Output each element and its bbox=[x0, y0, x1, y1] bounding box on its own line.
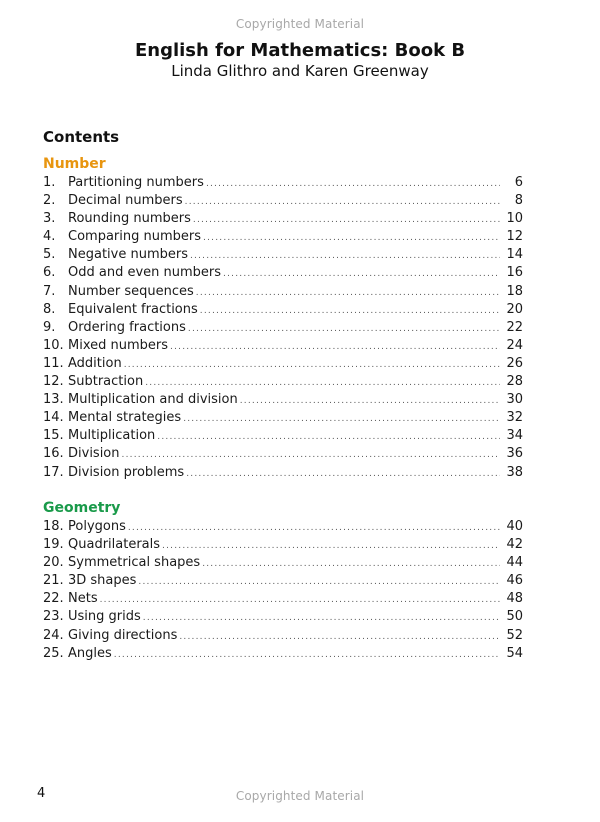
toc-entry-title: 3D shapes bbox=[68, 573, 137, 589]
toc-entry-number: 24. bbox=[43, 627, 64, 643]
toc-entry-number: 14. bbox=[43, 410, 64, 426]
toc-entry bbox=[43, 464, 523, 482]
toc-entry-title: Quadrilaterals bbox=[68, 537, 161, 553]
toc-entry-number: 7. bbox=[43, 283, 56, 299]
toc-entry bbox=[43, 409, 523, 427]
toc-entry bbox=[43, 192, 523, 210]
toc-entry-title: Division problems bbox=[68, 464, 185, 480]
toc-entry bbox=[43, 228, 523, 246]
toc-entry bbox=[43, 554, 523, 572]
toc-entry-page: 28 bbox=[506, 374, 523, 390]
toc-entry-page: 40 bbox=[506, 519, 523, 534]
toc-entry-page: 20 bbox=[506, 301, 523, 317]
toc-entry bbox=[43, 427, 523, 445]
book-title: English for Mathematics: Book B bbox=[134, 40, 466, 61]
toc-entry-title: Number sequences bbox=[68, 283, 194, 299]
toc-entry-page: 10 bbox=[506, 211, 523, 227]
toc-entry-number: 21. bbox=[43, 573, 64, 589]
section-heading-number: Number bbox=[43, 156, 106, 172]
toc-entry-title: Mixed numbers bbox=[68, 337, 169, 353]
toc-entry-title: Multiplication and division bbox=[68, 392, 238, 408]
toc-entry-number: 5. bbox=[43, 247, 56, 263]
toc-entry bbox=[43, 445, 523, 463]
toc-entry-number: 13. bbox=[43, 392, 64, 408]
toc-entry-page: 42 bbox=[506, 537, 523, 553]
toc-entry-title: Multiplication bbox=[68, 428, 156, 444]
toc-dot-leader bbox=[203, 229, 500, 247]
toc-entry-number: 3. bbox=[43, 211, 56, 227]
toc-entry-page: 6 bbox=[514, 175, 523, 190]
toc-entry-title: Symmetrical shapes bbox=[68, 555, 201, 571]
toc-entry bbox=[43, 608, 523, 626]
toc-entry bbox=[43, 590, 523, 608]
toc-entry-page: 44 bbox=[506, 555, 523, 571]
toc-entry-title: Addition bbox=[68, 355, 122, 371]
toc-entry bbox=[43, 246, 523, 264]
toc-entry bbox=[43, 373, 523, 391]
toc-entry-title: Giving directions bbox=[68, 627, 178, 643]
contents-heading: Contents bbox=[43, 128, 120, 146]
toc-entry-number: 17. bbox=[43, 464, 64, 480]
watermark-bottom: Copyrighted Material bbox=[235, 789, 365, 803]
toc-entry-title: Equivalent fractions bbox=[68, 301, 198, 317]
toc-dot-leader bbox=[196, 284, 500, 302]
toc-dot-leader bbox=[202, 555, 500, 573]
toc-entry bbox=[43, 301, 523, 319]
toc-dot-leader bbox=[162, 537, 500, 555]
toc-dot-leader bbox=[138, 573, 500, 591]
toc-dot-leader bbox=[223, 265, 500, 283]
toc-dot-leader bbox=[193, 211, 500, 229]
toc-entry-number: 25. bbox=[43, 645, 64, 661]
toc-dot-leader bbox=[100, 591, 500, 609]
toc-dot-leader bbox=[186, 465, 500, 483]
toc-entry-number: 9. bbox=[43, 319, 56, 335]
toc-entry-page: 52 bbox=[506, 627, 523, 643]
toc-entry-page: 26 bbox=[506, 355, 523, 371]
toc-entry-number: 10. bbox=[43, 337, 64, 353]
toc-entry-title: Decimal numbers bbox=[68, 193, 183, 209]
section-number bbox=[43, 155, 523, 482]
toc-dot-leader bbox=[188, 320, 500, 338]
toc-entry-title: Using grids bbox=[68, 609, 141, 625]
toc-entry-number: 19. bbox=[43, 537, 64, 553]
toc-entry-title: Mental strategies bbox=[68, 410, 182, 426]
watermark-top: Copyrighted Material bbox=[235, 17, 365, 31]
toc-entry-number: 16. bbox=[43, 446, 64, 462]
toc-entry-page: 50 bbox=[506, 609, 523, 625]
toc-dot-leader bbox=[114, 646, 500, 664]
toc-dot-leader bbox=[128, 519, 500, 537]
toc-entry-number: 1. bbox=[43, 175, 56, 190]
toc-entry bbox=[43, 572, 523, 590]
toc-entry bbox=[43, 391, 523, 409]
toc-dot-leader bbox=[143, 609, 500, 627]
toc-entry bbox=[43, 283, 523, 301]
toc-entry-title: Negative numbers bbox=[68, 247, 188, 263]
toc-entry-page: 8 bbox=[514, 193, 523, 209]
toc-dot-leader bbox=[145, 374, 500, 392]
toc-entry-title: Partitioning numbers bbox=[68, 175, 204, 190]
toc-entry-title: Nets bbox=[68, 591, 98, 607]
section-heading-geometry: Geometry bbox=[43, 500, 121, 516]
toc-dot-leader bbox=[170, 338, 500, 356]
toc-entry-number: 12. bbox=[43, 374, 64, 390]
toc-entry-number: 11. bbox=[43, 355, 64, 371]
page-number: 4 bbox=[37, 786, 46, 801]
toc-dot-leader bbox=[122, 446, 500, 464]
toc-entry-title: Angles bbox=[68, 645, 112, 661]
toc-dot-leader bbox=[157, 428, 500, 446]
toc-list-geometry bbox=[43, 518, 523, 663]
toc-entry-page: 12 bbox=[506, 229, 523, 245]
toc-entry bbox=[43, 337, 523, 355]
toc-entry-number: 4. bbox=[43, 229, 56, 245]
book-authors: Linda Glithro and Karen Greenway bbox=[171, 62, 429, 80]
toc-entry-title: Division bbox=[68, 446, 120, 462]
toc-entry-number: 15. bbox=[43, 428, 64, 444]
toc-entry bbox=[43, 645, 523, 663]
toc-dot-leader bbox=[240, 392, 500, 410]
toc-list-number bbox=[43, 174, 523, 482]
toc-entry bbox=[43, 210, 523, 228]
toc-dot-leader bbox=[206, 175, 500, 193]
toc-dot-leader bbox=[179, 628, 500, 646]
toc-entry-number: 6. bbox=[43, 265, 56, 281]
toc-entry-page: 36 bbox=[506, 446, 523, 462]
toc-dot-leader bbox=[183, 410, 500, 428]
toc-entry-page: 16 bbox=[506, 265, 523, 281]
toc-entry bbox=[43, 174, 523, 192]
toc-entry-page: 54 bbox=[506, 645, 523, 661]
toc-entry bbox=[43, 319, 523, 337]
toc-entry-number: 20. bbox=[43, 555, 64, 571]
toc-entry-page: 22 bbox=[506, 319, 523, 335]
toc-entry-number: 18. bbox=[43, 519, 64, 534]
toc-entry-number: 2. bbox=[43, 193, 56, 209]
section-geometry bbox=[43, 499, 523, 663]
toc-entry-title: Rounding numbers bbox=[68, 211, 191, 227]
toc-entry bbox=[43, 264, 523, 282]
toc-entry bbox=[43, 536, 523, 554]
toc-entry-page: 34 bbox=[506, 428, 523, 444]
toc-entry-title: Odd and even numbers bbox=[68, 265, 222, 281]
toc-entry-page: 38 bbox=[506, 464, 523, 480]
toc-entry-number: 8. bbox=[43, 301, 56, 317]
toc-entry-title: Comparing numbers bbox=[68, 229, 202, 245]
toc-entry bbox=[43, 355, 523, 373]
toc-entry bbox=[43, 627, 523, 645]
toc-entry-page: 30 bbox=[506, 392, 523, 408]
toc-entry-title: Subtraction bbox=[68, 374, 144, 390]
toc-entry-page: 46 bbox=[506, 573, 523, 589]
toc-entry-number: 23. bbox=[43, 609, 64, 625]
toc-entry-title: Ordering fractions bbox=[68, 319, 186, 335]
toc-entry-page: 18 bbox=[506, 283, 523, 299]
toc-entry bbox=[43, 518, 523, 536]
toc-dot-leader bbox=[190, 247, 500, 265]
toc-entry-page: 32 bbox=[506, 410, 523, 426]
toc-entry-title: Polygons bbox=[68, 519, 126, 534]
toc-dot-leader bbox=[185, 193, 500, 211]
toc-entry-page: 24 bbox=[506, 337, 523, 353]
toc-entry-page: 48 bbox=[506, 591, 523, 607]
toc-dot-leader bbox=[124, 356, 500, 374]
toc-dot-leader bbox=[200, 302, 500, 320]
toc-entry-page: 14 bbox=[506, 247, 523, 263]
toc-entry-number: 22. bbox=[43, 591, 64, 607]
